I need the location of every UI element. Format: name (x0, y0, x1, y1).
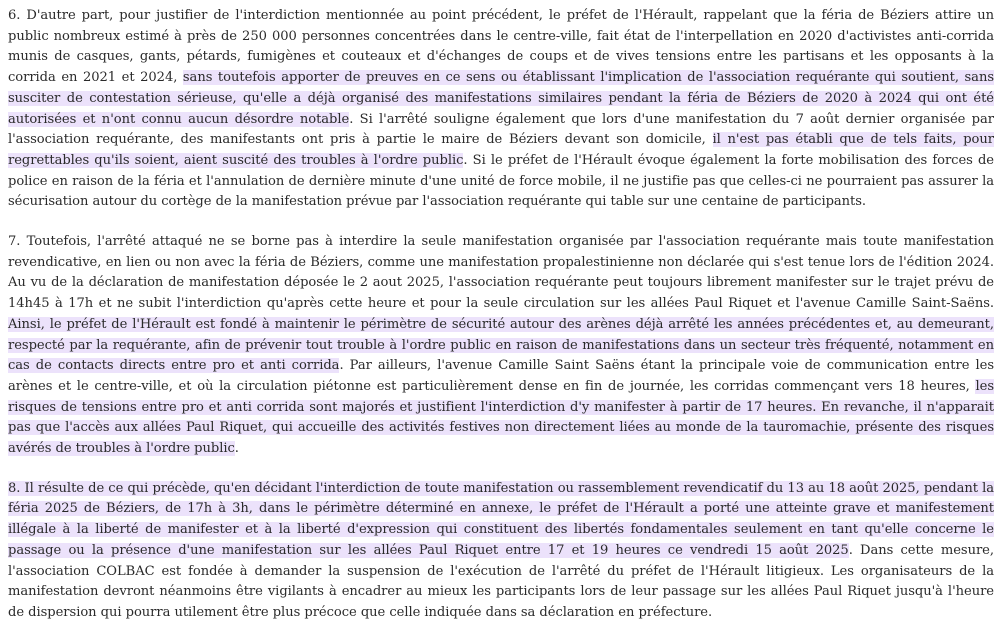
text-run: . Dans cette mesure, l'association COLBAC est fondée à demander la suspension de l'exécution de l'arrêté du préfet de l'Hérault litigieux. Les organisateurs de la manifestation devront néanmoins être vigilants à encadrer au mieux les participants lors de leur passage sur les allées Paul Riquet jusqu'à l'heure de dispersion qui pourra utilement être plus précoce que celle indiquée dans sa déclaration en préfecture. (8, 542, 994, 620)
highlighted-text: il n'est pas établi que de tels faits, pour regrettables qu'ils soient, aient suscité des troubles à l'ordre public (8, 132, 994, 168)
text-run: . Par ailleurs, l'avenue Camille Saint Saëns étant la principale voie de communication entre les arènes et le centre-ville, et où la circulation piétonne est particulièrement dense en fin de journée, les corridas commençant vers 18 heures, (8, 358, 994, 394)
text-run: D'autre part, pour justifier de l'interdiction mentionnée au point précédent, le préfet de l'Hérault, rappelant que la féria de Béziers attire un public nombreux estimé à près de 250 000 personnes concentrées dans le centre-ville, fait état de l'interpellation en 2020 d'activistes anti-corrida munis de casques, gants, pétards, fumigènes et couteaux et d'échanges de coups et de vives tensions entre les partisans et les opposants à la corrida en 2021 et 2024, (8, 8, 994, 86)
highlighted-text: Il résulte de ce qui précède, qu'en décidant l'interdiction de toute manifestation ou rassemblement revendicatif du 13 au 18 août 2025, pendant la féria 2025 de Béziers, de 17h à 3h, dans le périmètre déterminé en annexe, le préfet de l'Hérault a porté une atteinte grave et manifestement illégale à la liberté de manifester et à la liberté d'expression qui constituent des libertés fondamentales seulement en tant qu'elle concerne le passage ou la présence d'une manifestation sur les allées Paul Riquet entre 17 et 19 heures ce vendredi 15 août 2025 (8, 480, 994, 558)
text-run: Toutefois, l'arrêté attaqué ne se borne pas à interdire la seule manifestation organisée par l'association requérante mais toute manifestation revendicative, en lien ou non avec la féria de Béziers, comme une manifestation propalestinienne non déclarée qui s'est tenue lors de l'édition 2024. Au vu de la déclaration de manifestation déposée le 2 aout 2025, l'association requérante peut toujours librement manifester sur le trajet prévu de 14h45 à 17h et ne subit l'interdiction qu'après cette heure et pour la seule circulation sur les allées Paul Riquet et l'avenue Camille Saint-Saëns. (8, 234, 994, 312)
text-run: . Si l'arrêté souligne également que lors d'une manifestation du 7 août dernier organisée par l'association requérante, des manifestants ont pris à partie le maire de Béziers devant son domicile, (8, 111, 994, 148)
highlighted-text: les risques de tensions entre pro et anti corrida sont majorés et justifient l'interdiction d'y manifester à partir de 17 heures. En revanche, il n'apparait pas que l'accès aux allées Paul Riquet, qui accueille des activités festives non directement liées au monde de la tauromachie, présente des risques avérés de troubles à l'ordre public (8, 378, 994, 457)
highlighted-text: sans toutefois apporter de preuves en ce sens ou établissant l'implication de l'association requérante qui soutient, sans susciter de contestation sérieuse, qu'elle a déjà organisé des manifestations similaires pendant la féria de Béziers de 2020 à 2024 qui ont été autorisées et n'ont connu aucun désordre notable (8, 70, 994, 127)
paragraph-number: 7. (8, 234, 27, 250)
paragraph-8 (8, 479, 994, 624)
paragraph-number: 6. (8, 8, 27, 23)
paragraph-number: 8. (8, 480, 21, 496)
text-run: . (234, 441, 239, 457)
highlighted-text: Ainsi, le préfet de l'Hérault est fondé à maintenir le périmètre de sécurité autour des arènes déjà arrêté les années précédentes et, au demeurant, respecté par la requérante, afin de prévenir tout trouble à l'ordre public en raison de manifestations dans un secteur très fréquenté, notamment en cas de contacts directs entre pro et anti corrida (8, 316, 994, 374)
text-run: . Si le préfet de l'Hérault évoque également la forte mobilisation des forces de police en raison de la féria et l'annulation de dernière minute d'une unité de force mobile, il ne justifie pas que celles-ci ne pourraient pas assurer la sécurisation autour du cortège de la manifestation prévue par l'association requérante qui table sur une centaine de participants. (8, 152, 994, 210)
paragraph-7 (8, 232, 994, 460)
paragraph-6 (8, 6, 994, 213)
